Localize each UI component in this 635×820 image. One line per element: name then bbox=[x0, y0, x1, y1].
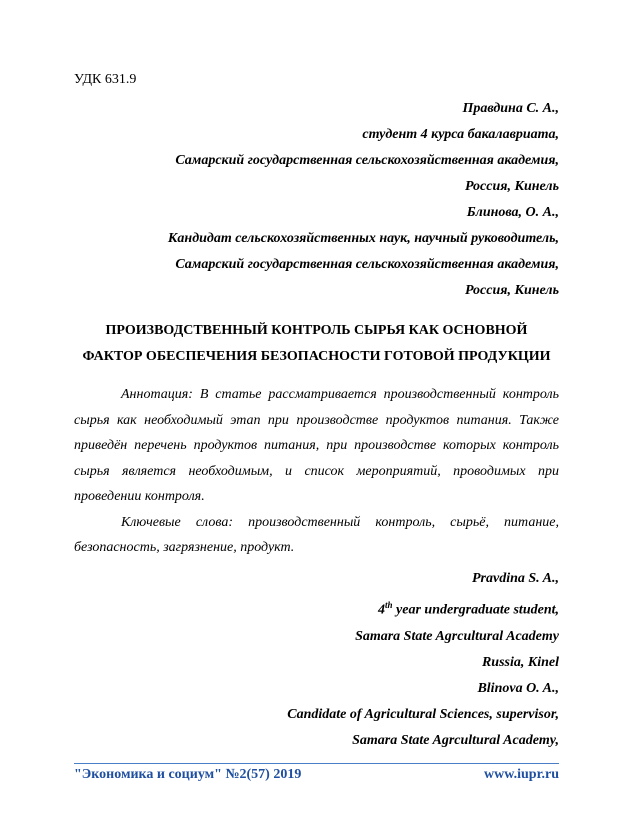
author-name: Правдина С. А., bbox=[462, 101, 559, 116]
year-number: 4 bbox=[378, 602, 386, 618]
advisor-position: Кандидат сельскохозяйственных наук, научный руководитель, bbox=[167, 231, 559, 246]
year-rest: year undergraduate student, bbox=[392, 602, 559, 618]
author-affiliation: Самарский государственная сельскохозяйственная академия, bbox=[175, 153, 559, 168]
title-line: ПРОИЗВОДСТВЕННЫЙ КОНТРОЛЬ СЫРЬЯ КАК ОСНОВНОЙ bbox=[105, 323, 528, 338]
advisor-affiliation-en: Samara State Agrcultural Academy, bbox=[352, 732, 559, 748]
author-name-en: Pravdina S. A., bbox=[472, 571, 559, 586]
author-location: Россия, Кинель bbox=[465, 179, 559, 194]
author-position-en bbox=[79, 592, 559, 624]
footer bbox=[74, 767, 559, 783]
advisor-location: Россия, Кинель bbox=[465, 283, 559, 298]
russian-author-block bbox=[79, 96, 559, 304]
article-title bbox=[74, 318, 559, 370]
keywords-text: Ключевые слова: производственный контроль, сырьё, питание, безопасность, загрязнение, продукт. bbox=[74, 514, 559, 555]
author-position: студент 4 курса бакалавриата, bbox=[362, 127, 559, 142]
english-author-block bbox=[79, 566, 559, 754]
advisor-name: Блинова, О. А., bbox=[466, 205, 559, 220]
abstract-block bbox=[74, 382, 559, 561]
abstract-text: Аннотация: В статье рассматривается производственный контроль сырья как необходимый этап при производстве продуктов питания. Также приведён перечень продуктов питания, при производстве которых контроль сырья является необходимым, и список мероприятий, проводимых при проведении контроля. bbox=[74, 387, 559, 504]
footer-divider bbox=[74, 763, 559, 764]
journal-site[interactable]: www.iupr.ru bbox=[484, 767, 559, 782]
author-location-en: Russia, Kinel bbox=[481, 654, 559, 670]
journal-info: "Экономика и социум" №2(57) 2019 bbox=[74, 767, 302, 782]
advisor-affiliation: Самарский государственная сельскохозяйственная академия, bbox=[175, 257, 559, 272]
advisor-degree-en: Candidate of Agricultural Sciences, supervisor, bbox=[287, 706, 559, 722]
author-affiliation-en: Samara State Agrcultural Academy bbox=[355, 628, 559, 644]
year-suffix: th bbox=[385, 600, 393, 610]
udk-code: УДК 631.9 bbox=[74, 72, 137, 87]
title-line: ФАКТОР ОБЕСПЕЧЕНИЯ БЕЗОПАСНОСТИ ГОТОВОЙ ПРОДУКЦИИ bbox=[82, 349, 551, 364]
advisor-name-en: Blinova O. A., bbox=[477, 680, 559, 696]
